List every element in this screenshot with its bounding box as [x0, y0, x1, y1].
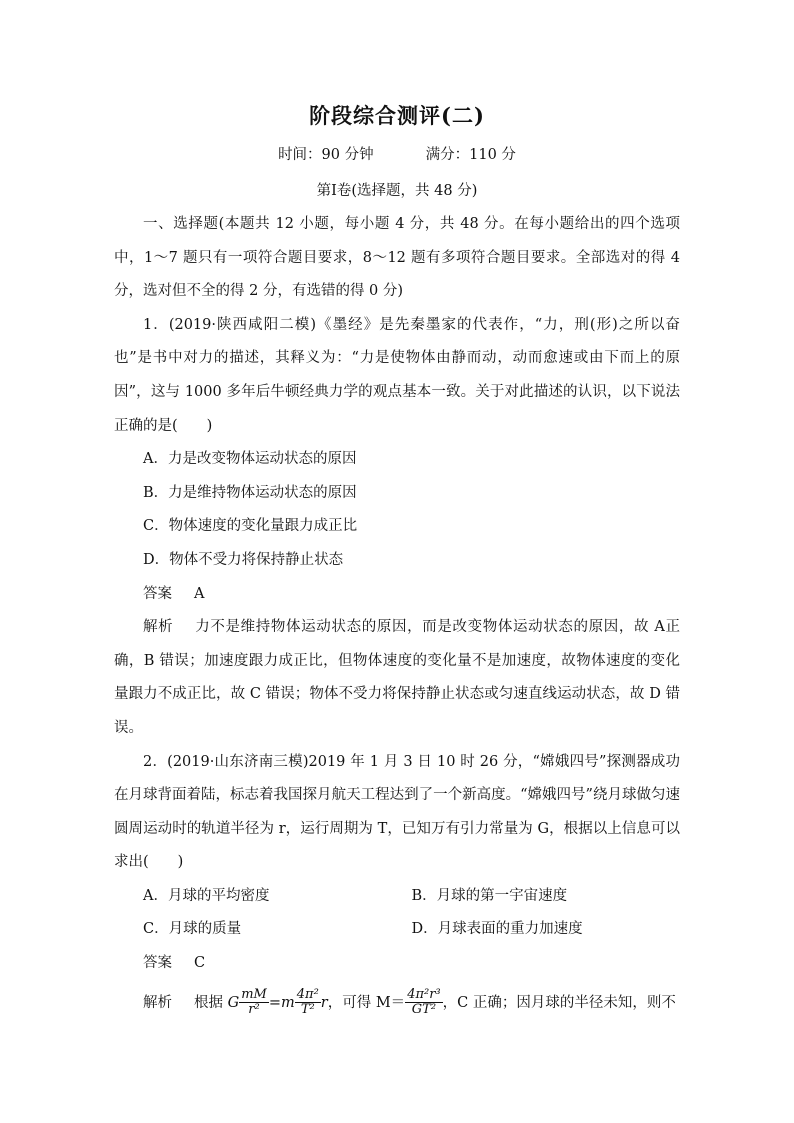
q2-option-a: A．月球的平均密度: [143, 887, 270, 904]
q1-analysis: 解析 力不是维持物体运动状态的原因，而是改变物体运动状态的原因，故 A正确，B 错误；加速度跟力成正比，但物体速度的变化量不是加速度，故物体速度的变化量跟力不成正比，故 C 错误；物体不受力将保持静止状态或匀速直线运动状态，故 D 错误。: [114, 619, 681, 736]
q1-option-a: A．力是改变物体运动状态的原因: [143, 451, 357, 468]
q2-option-b: B．月球的第一宇宙速度: [411, 887, 568, 904]
q2-analysis: 解析 根据 G $\frac{mM}{\text{r²}}$ =m $\frac{\text{4π²}}{\text{T²}}$ r，可得 M＝ $\frac{\text{4π²r³}}{\text{GT²}}$ ，C 正确；因月球的半径未知，则不: [143, 986, 676, 1018]
exam-score: 满分：110 分: [425, 147, 516, 163]
q2-options-row-1: [114, 880, 680, 914]
document-body: [114, 208, 680, 1025]
q2-answer: 答案 C: [143, 955, 206, 972]
q2-option-d: D．月球表面的重力加速度: [411, 921, 583, 938]
q1-option-c: C．物体速度的变化量跟力成正比: [143, 518, 358, 535]
formula-gravity: G $\frac{mM}{\text{r²}}$ =m $\frac{\text{4π²}}{\text{T²}}$ r: [227, 986, 328, 1018]
q2-options-row-2: [114, 913, 680, 947]
question-1-stem: 1．(2019·陕西咸阳二模)《墨经》是先秦墨家的代表作，“力，刑(形)之所以奋也”是书中对力的描述，其释义为：“力是使物体由静而动，动而愈速或由下而上的原因”，这与 1000 多年后牛顿经典力学的观点基本一致。关于对此描述的认识，以下说法正确的是( ): [114, 316, 681, 434]
intro-paragraph: 一、选择题(本题共 12 小题，每小题 4 分，共 48 分。在每小题给出的四个选项中，1～7 题只有一项符合题目要求，8～12 题有多项符合题目要求。全部选对的得 4 分，选对但不全的得 2 分，有选错的得 0 分): [114, 216, 680, 300]
q2-option-c: C．月球的质量: [143, 921, 242, 938]
exam-meta: [0, 143, 794, 164]
q1-option-d: D．物体不受力将保持静止状态: [143, 551, 344, 568]
formula-mass: $\frac{\text{4π²r³}}{\text{GT²}}$: [407, 986, 441, 1018]
question-2-stem: 2．(2019·山东济南三模)2019 年 1 月 3 日 10 时 26 分，“嫦娥四号”探测器成功在月球背面着陆，标志着我国探月航天工程达到了一个新高度。“嫦娥四号”绕月球做匀速圆周运动时的轨道半径为 r，运行周期为 T，已知万有引力常量为 G，根据以上信息可以求出( ): [114, 753, 680, 871]
page-title: 阶段综合测评(二): [309, 103, 485, 128]
exam-time: 时间：90 分钟: [278, 147, 374, 163]
section-heading: 第Ⅰ卷(选择题，共 48 分): [316, 183, 478, 199]
q1-option-b: B．力是维持物体运动状态的原因: [143, 484, 357, 501]
q1-answer: 答案 A: [143, 585, 205, 602]
